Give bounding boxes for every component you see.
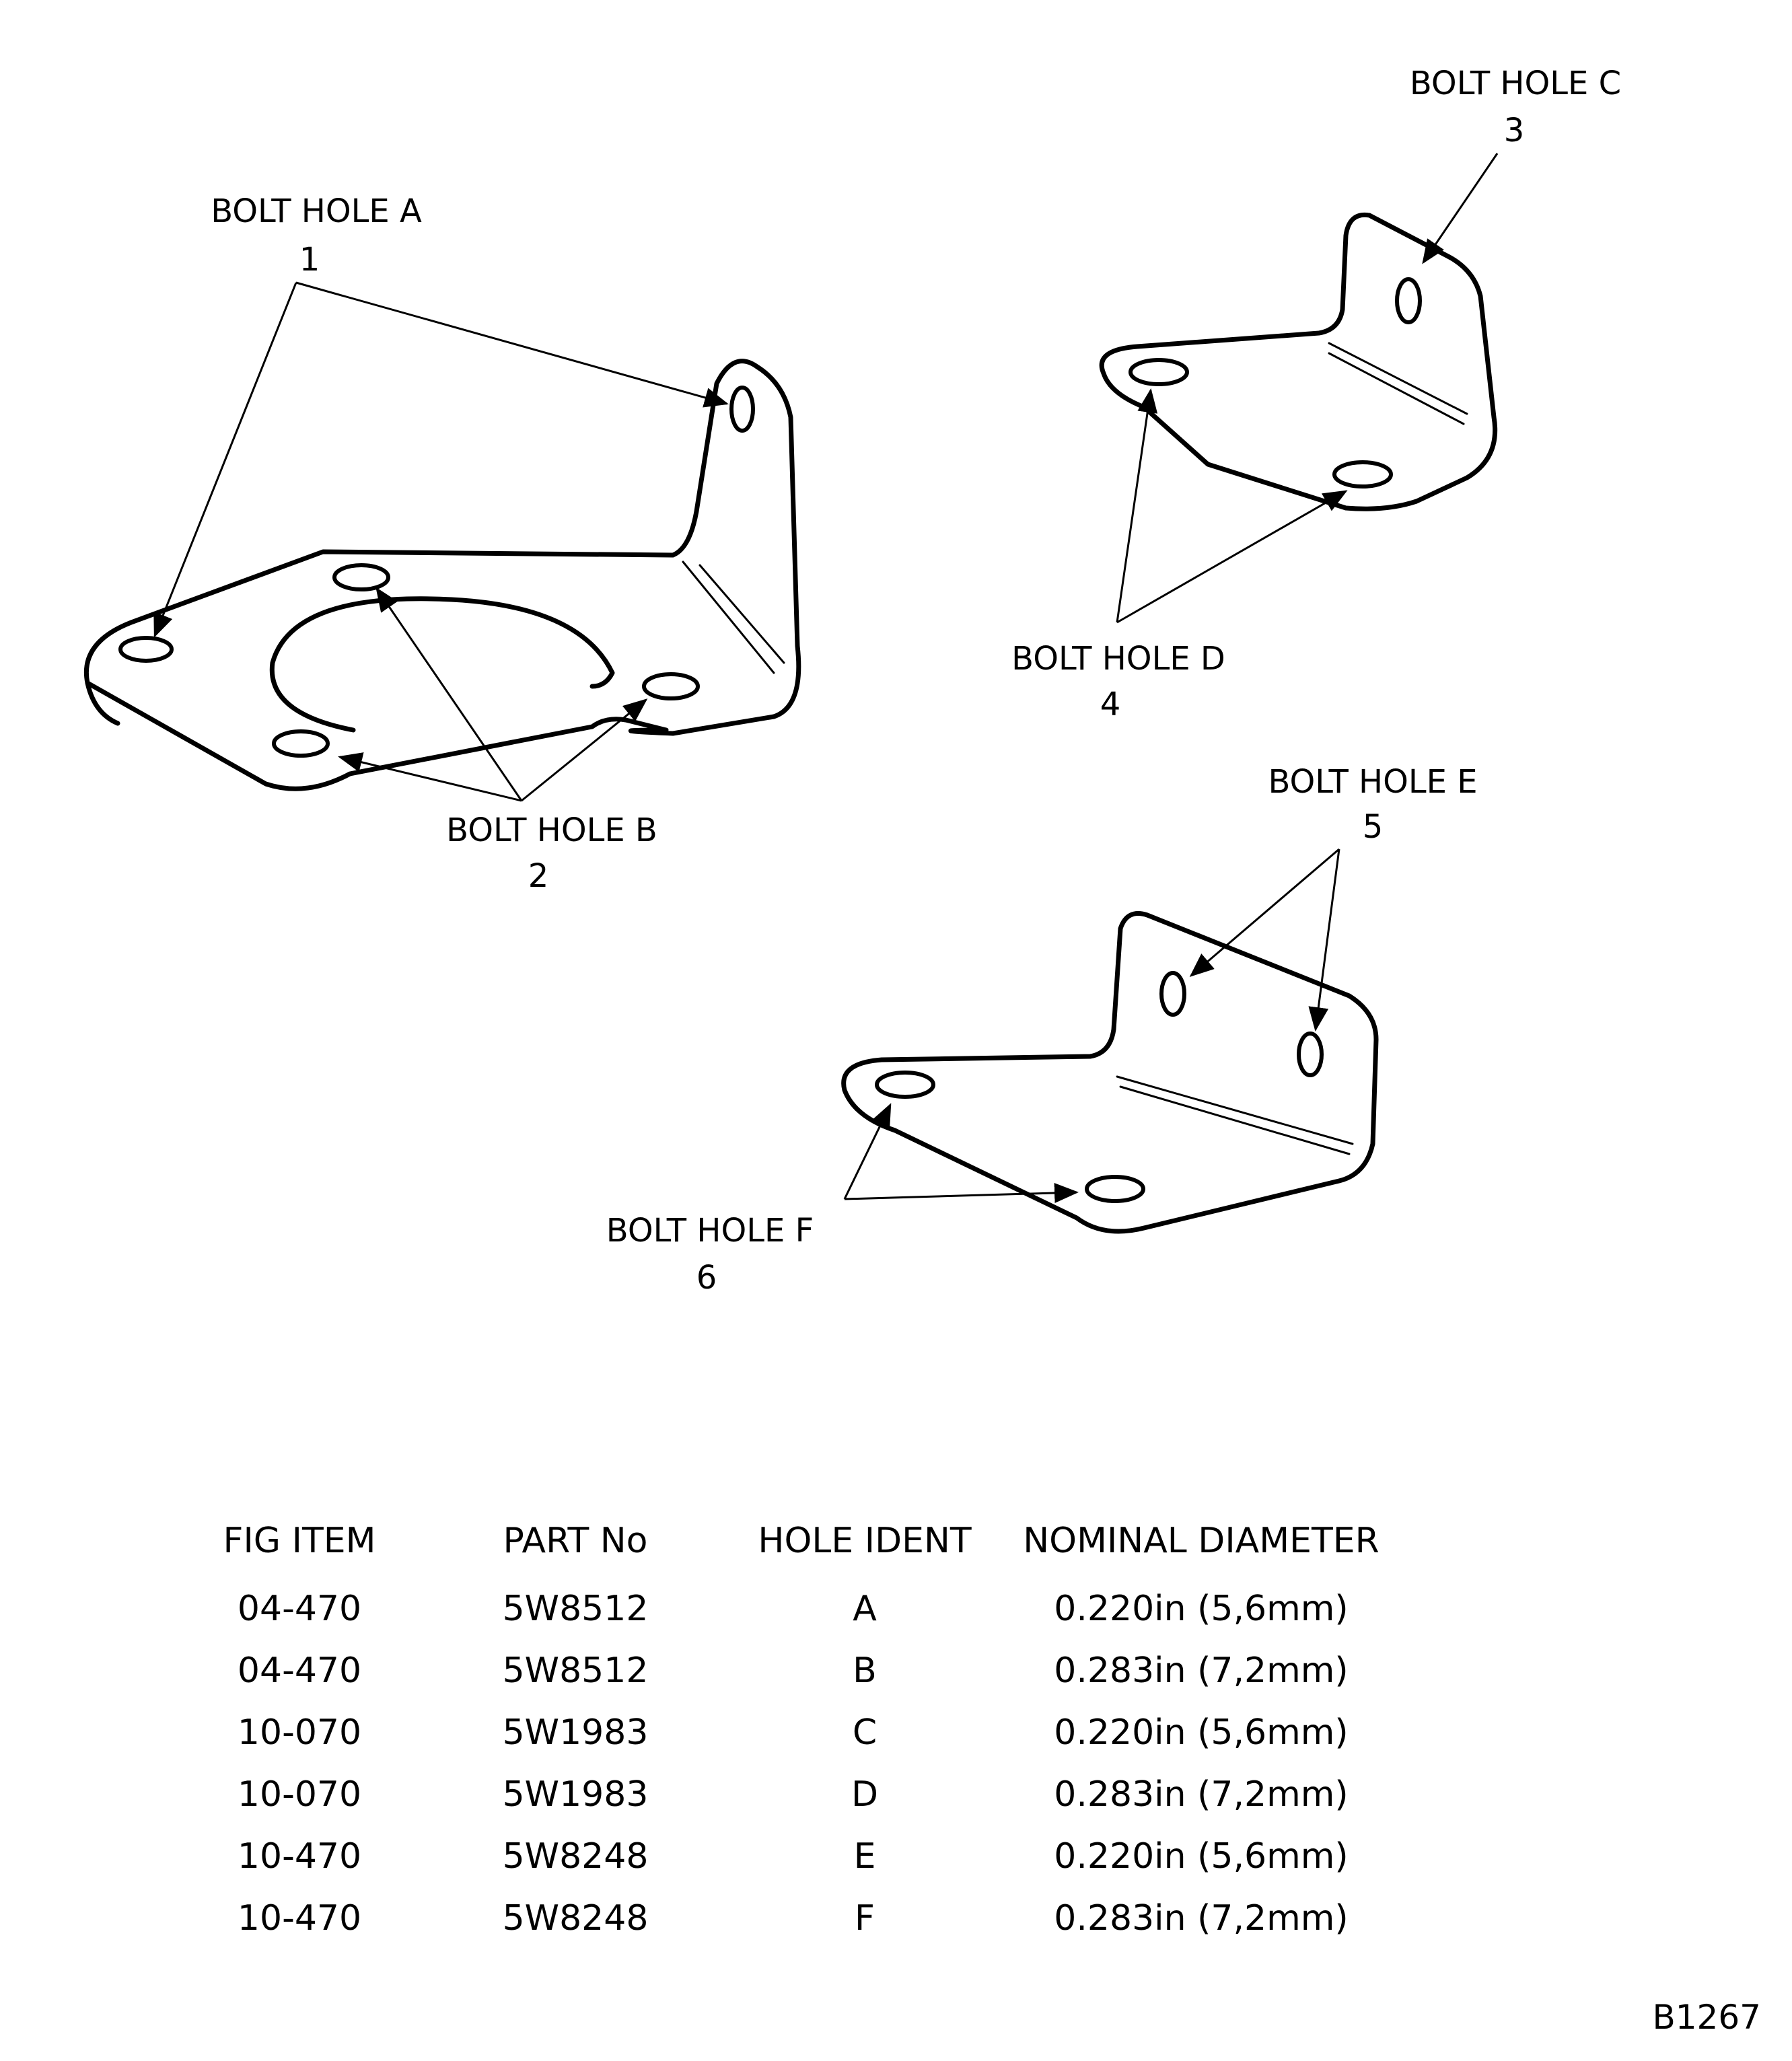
callout-a-label: BOLT HOLE A <box>211 192 422 230</box>
bracket-e-f <box>844 914 1376 1232</box>
bracket-a-b <box>86 361 798 789</box>
cell-part-no: 5W8512 <box>502 1651 649 1691</box>
bolt-hole-a-1 <box>120 638 172 661</box>
cell-fig-item: 10-070 <box>237 1712 362 1753</box>
callout-f <box>606 1212 814 1297</box>
bolt-hole-b-1 <box>334 565 388 589</box>
callout-d-number: 4 <box>1100 686 1121 723</box>
cell-fig-item: 10-070 <box>237 1774 362 1815</box>
header-part-no: PART No <box>503 1521 648 1561</box>
cell-hole-ident: E <box>853 1836 876 1877</box>
table-row <box>195 1764 1420 1825</box>
callout-e-number: 5 <box>1362 808 1384 846</box>
leader-lines <box>155 153 1497 1199</box>
callout-c-label: BOLT HOLE C <box>1409 65 1622 102</box>
cell-part-no: 5W1983 <box>502 1774 649 1815</box>
cell-hole-ident: A <box>853 1589 877 1629</box>
cell-fig-item: 10-470 <box>237 1836 362 1877</box>
cell-part-no: 5W8248 <box>502 1836 649 1877</box>
cell-fig-item: 10-470 <box>237 1898 362 1939</box>
cell-hole-ident: F <box>855 1898 875 1939</box>
bolt-hole-b-3 <box>274 731 328 756</box>
callout-a <box>211 192 422 279</box>
bolt-hole-b-2 <box>644 674 698 698</box>
cell-hole-ident: C <box>852 1712 877 1753</box>
callout-e <box>1268 763 1477 846</box>
callout-b-number: 2 <box>528 857 549 895</box>
cell-hole-ident: B <box>853 1651 877 1691</box>
cell-fig-item: 04-470 <box>237 1589 362 1629</box>
bracket-c-d <box>1102 215 1495 509</box>
table-row <box>195 1578 1420 1640</box>
bolt-hole-c <box>1397 279 1420 322</box>
header-hole-ident: HOLE IDENT <box>758 1521 972 1561</box>
callout-f-label: BOLT HOLE F <box>606 1212 814 1250</box>
callout-b <box>446 811 657 895</box>
cell-nominal-diameter: 0.220in (5,6mm) <box>1054 1589 1349 1629</box>
callout-d <box>1011 640 1225 723</box>
table-header-row <box>195 1504 1420 1578</box>
callout-a-number: 1 <box>299 241 320 279</box>
cell-nominal-diameter: 0.220in (5,6mm) <box>1054 1836 1349 1877</box>
bolt-hole-f-2 <box>1087 1177 1143 1201</box>
table-row <box>195 1702 1420 1764</box>
bolt-hole-e-2 <box>1299 1034 1322 1075</box>
callout-c-number: 3 <box>1503 112 1525 149</box>
callout-d-label: BOLT HOLE D <box>1011 640 1225 678</box>
bolt-hole-a-2 <box>731 388 753 431</box>
cell-hole-ident: D <box>851 1774 879 1815</box>
parts-table <box>195 1504 1420 1949</box>
bolt-hole-f-1 <box>877 1073 933 1097</box>
cell-part-no: 5W1983 <box>502 1712 649 1753</box>
callout-b-label: BOLT HOLE B <box>446 811 657 849</box>
bolt-hole-e-1 <box>1161 973 1184 1015</box>
cell-nominal-diameter: 0.220in (5,6mm) <box>1054 1712 1349 1753</box>
cell-nominal-diameter: 0.283in (7,2mm) <box>1054 1774 1349 1815</box>
cell-part-no: 5W8248 <box>502 1898 649 1939</box>
header-nominal-diameter: NOMINAL DIAMETER <box>1023 1521 1379 1561</box>
table-row <box>195 1825 1420 1887</box>
callout-e-label: BOLT HOLE E <box>1268 763 1478 801</box>
bolt-hole-d-2 <box>1334 462 1391 486</box>
table-row <box>195 1640 1420 1702</box>
bolt-hole-d-1 <box>1131 360 1187 384</box>
cell-part-no: 5W8512 <box>502 1589 649 1629</box>
header-fig-item: FIG ITEM <box>223 1521 376 1561</box>
callout-c <box>1410 65 1621 149</box>
table-row <box>195 1887 1420 1949</box>
cell-nominal-diameter: 0.283in (7,2mm) <box>1054 1651 1349 1691</box>
reference-code: B1267 <box>1652 1998 1761 2037</box>
cell-nominal-diameter: 0.283in (7,2mm) <box>1054 1898 1349 1939</box>
cell-fig-item: 04-470 <box>237 1651 362 1691</box>
callout-f-number: 6 <box>696 1259 717 1297</box>
